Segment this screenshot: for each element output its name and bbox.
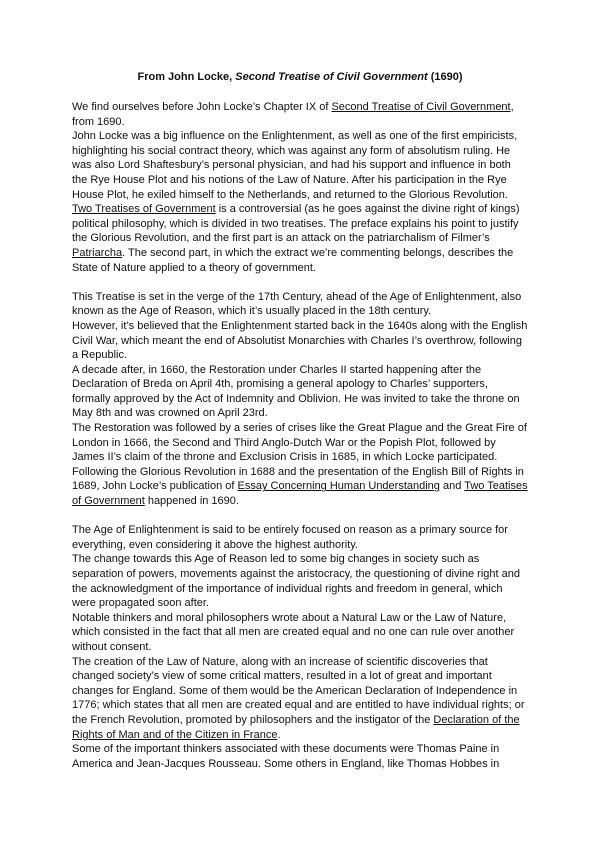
- paragraph: This Treatise is set in the verge of the 17th Century, ahead of the Age of Enlightenment, also known as the Age of Reason, which it’s usually placed in the 18th century.: [72, 290, 522, 318]
- paragraph: A decade after, in 1660, the Restoration under Charles II started happening after the Declaration of Breda on April 4th, promising a general apology to Charles’ supporters, formally approved by the Act of Indemnity and Oblivion. He was invited to take the throne on May 8th and was crowned on April 23rd.: [72, 363, 520, 420]
- paragraph: The Age of Enlightenment is said to be entirely focused on reason as a primary source for everything, even considering it above the highest authority.: [72, 524, 508, 551]
- paragraph-gap: [72, 275, 528, 290]
- work-link: Patriarcha: [72, 246, 123, 259]
- title-work: Second Treatise of Civil Government: [235, 71, 428, 83]
- paragraph: The Restoration was followed by a series of crises like the Great Plague and the Great Fire of London in 1666, the Second and Third Anglo-Dutch War or the Popish Plot, followed by James II’s claim of the throne and Exclusion Crisis in 1685, in which Locke participated.: [72, 422, 527, 464]
- paragraph: Some of the important thinkers associated with these documents were Thomas Paine in America and Jean-Jacques Rousseau. Some others in England, like Thomas Hobbes in: [72, 743, 500, 770]
- paragraph: Two Treatises of Government is a controversial (as he goes against the divine right of kings) political philosophy, which is divided in two treatises. The preface explains his point to justify the Glorious Revolution, and the first part is an attack on the patriarchalism of Filmer’s Patriarcha. The second part, in which the extract we’re commenting belongs, describes the State of Nature applied to a theory of government.: [72, 203, 520, 274]
- paragraph: However, it’s believed that the Enlightenment started back in the 1640s along with the English Civil War, which meant the end of Absolutist Monarchies with Charles I’s overthrow, following a Republic.: [72, 319, 528, 362]
- work-link: Two Teatises of Government: [72, 480, 528, 508]
- work-link: Two Treatises of Government: [72, 203, 216, 216]
- paragraph: The creation of the Law of Nature, along with an increase of scientific discoveries that changed society’s view of some critical matters, resulted in a lot of great and important changes for England. Some of them would be the American Declaration of Independence in 1776; which states that all men are created equal and are entitled to have individual rights; or the French Revolution, promoted by philosophers and the instigator of the Declaration of the Rights of Man and of the Citizen in France.: [72, 655, 525, 741]
- paragraph: John Locke was a big influence on the Enlightenment, as well as one of the first empiricists, highlighting his social contract theory, which was against any form of absolutism ruling. He was also Lord Shaftesbury’s personal physician, and had his support and influence in both the Rye House Plot and his notions of the Law of Nature. After his participation in the Rye House Plot, he exiled himself to the Netherlands, and returned to the Glorious Revolution.: [72, 130, 518, 201]
- title-year: (1690): [427, 71, 463, 83]
- title-prefix: From John Locke,: [137, 71, 236, 83]
- work-link: Essay Concerning Human Understanding: [237, 480, 440, 493]
- paragraph: Following the Glorious Revolution in 1688 and the presentation of the English Bill of Rights in 1689, John Locke’s publication of Essay Concerning Human Understanding and Two Teatises of Government happened in 1690.: [72, 465, 528, 508]
- paragraph: We find ourselves before John Locke’s Chapter IX of Second Treatise of Civil Government, from 1690.: [72, 101, 514, 128]
- work-link: Declaration of the Rights of Man and of the Citizen in France: [72, 713, 520, 741]
- work-link: Second Treatise of Civil Government: [331, 101, 511, 113]
- document-title: [72, 70, 528, 84]
- paragraph: Notable thinkers and moral philosophers wrote about a Natural Law or the Law of Nature, which consisted in the fact that all men are created equal and no one can rule over another without consent.: [72, 611, 515, 653]
- paragraph-gap: [72, 509, 528, 524]
- paragraph: The change towards this Age of Reason led to some big changes in society such as separation of powers, movements against the aristocracy, the questioning of divine right and the acknowledgment of the importance of individual rights and freedom in general, which were propagated soon after.: [72, 553, 520, 610]
